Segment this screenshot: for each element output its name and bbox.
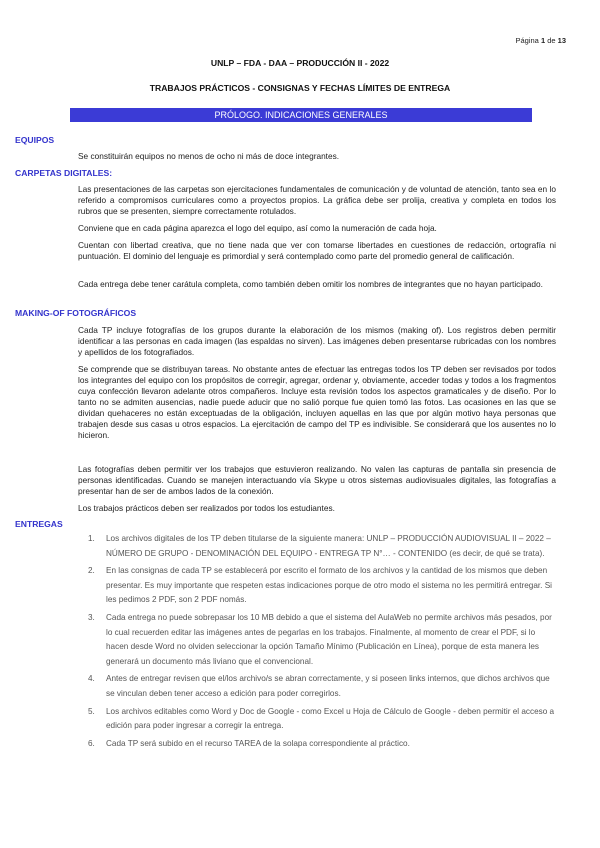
page-number-sep: de [547,36,556,45]
entregas-list [88,532,558,754]
list-item-number: 5. [88,706,95,716]
list-item-text: En las consignas de cada TP se establecerá por escrito el formato de los archivos y la cantidad de los mismos que deben presentar. Es muy importante que respeten estas indicaciones porque de otro modo el sistema no les permitirá entregar. Si les pedimos 2 PDF, son 2 PDF nomás. [106,566,553,605]
list-item [88,737,558,752]
list-item-number: 2. [88,566,95,576]
section-title-carpetas: CARPETAS DIGITALES: [15,168,113,178]
equipos-paragraph-1: Se constituirán equipos no menos de ocho ni más de doce integrantes. [78,151,340,161]
list-item-text: Los archivos editables como Word y Doc de Google - como Excel u Hoja de Cálculo de Google - deben permitir el acceso a edición para poder ingresar a corregir la entrega. [106,706,555,731]
header-line-1: UNLP – FDA - DAA – PRODUCCIÓN II - 2022 [210,58,390,68]
list-item-number: 6. [88,738,95,748]
page-number [516,36,567,45]
list-item-number: 1. [88,534,95,543]
list-item-text: Antes de entregar revisen que el/los archivo/s se abran correctamente, y si poseen links internos, que dichos archivos que se vinculan deben tener acceso a edición para poder corregirlos. [106,674,550,698]
carpetas-paragraph-3: Cuentan con libertad creativa, que no tiene nada que ver con tomarse libertades en cuestiones de redacción, ortografía ni puntuación. El dominio del lenguaje es primordial y será contemplado como parte del promedio general de calificación. [78,240,556,261]
list-item [88,611,558,669]
section-title-equipos: EQUIPOS [15,135,55,145]
making-paragraph-4: Los trabajos prácticos deben ser realizados por todos los estudiantes. [78,503,335,513]
list-item [88,532,558,561]
section-title-making-of: MAKING-OF FOTOGRÁFICOS [15,308,137,318]
page-number-total: 13 [557,36,566,45]
making-paragraph-1: Cada TP incluye fotografías de los grupos durante la elaboración de los mismos (making of). Los registros deben permitir identificar a las personas en cada imagen (las espaldas no sirven). Las imágenes deben presentarse rubricadas con los nombres y apellidos de los fotografiados. [78,325,556,357]
list-item [88,672,558,701]
list-item-text: Cada TP será subido en el recurso TAREA de la solapa correspondiente al práctico. [106,738,410,748]
carpetas-paragraph-4: Cada entrega debe tener carátula completa, como también deben omitir los nombres de integrantes que no hayan participado. [78,279,543,289]
list-item [88,564,558,608]
carpetas-paragraph-1: Las presentaciones de las carpetas son ejercitaciones fundamentales de comunicación y de voluntad de atención, tanto sea en lo referido a compromisos curriculares como a proyectos propios. La gráfica debe ser prolija, creativa y completa en todos los rubros que se presenten, siempre correctamente rotulados. [78,184,556,216]
page-number-prefix: Página [515,36,539,45]
list-item-text: Los archivos digitales de los TP deben titularse de la siguiente manera: UNLP – PRODUCCIÓN AUDIOVISUAL II – 2022 – NÚMERO DE GRUPO - DENOMINACIÓN DEL EQUIPO - ENTREGA TP N°… - CONTENIDO (es decir, de qué se trata). [106,534,551,558]
list-item-number: 4. [88,674,95,684]
list-item [88,705,558,734]
carpetas-paragraph-2: Conviene que en cada página aparezca el logo del equipo, así como la numeración de cada hoja. [78,223,437,233]
section-banner: PRÓLOGO. INDICACIONES GENERALES [70,108,532,122]
making-paragraph-3: Las fotografías deben permitir ver los trabajos que estuvieron realizando. No valen las capturas de pantalla sin presencia de personas identificadas. Cuando se manejen interactuando vía Skype u otros sistemas audiovisuales digitales, las fotografías a presentar han de ser de ambos lados de la conexión. [78,464,556,496]
list-item-number: 3. [88,612,95,622]
making-paragraph-2: Se comprende que se distribuyan tareas. No obstante antes de efectuar las entregas todos los TP deben ser revisados por todos los integrantes del equipo con los propósitos de corregir, agregar, ordenar y, obviamente, acceder todas y todos a los fragmentos cuya confección llevaron adelante otros compañeros. Incluye esta revisión todos los aspectos gramaticales y de diseño. Por lo tanto no se admiten ausencias, nadie puede aducir que no salió porque fue quien tomó las fotos. Las ocasiones en las que se dividan quehaceres no están exceptuadas de la obligación, incluyen aquellas en las que por algún motivo haya personas que trabajen desde sus casas u otros espacios. La ejercitación de campo del TP es indivisible. Se considerará que los ausentes no lo hicieron. [78,364,556,440]
page-number-current: 1 [540,36,546,45]
list-item-text: Cada entrega no puede sobrepasar los 10 MB debido a que el sistema del AulaWeb no permite archivos más pesados, por lo cual recuerden editar las imágenes antes de pegarlas en los trabajos. Finalmente, al momento de crear el PDF, si lo hacen desde Word no olviden seleccionar la opción Tamaño Mínimo (Publicación en Línea), porque de esta manera les generará un documento más liviano que el convencional. [106,612,552,666]
section-title-entregas: ENTREGAS [15,519,63,529]
header-line-2: TRABAJOS PRÁCTICOS - CONSIGNAS Y FECHAS LÍMITES DE ENTREGA [149,83,451,93]
